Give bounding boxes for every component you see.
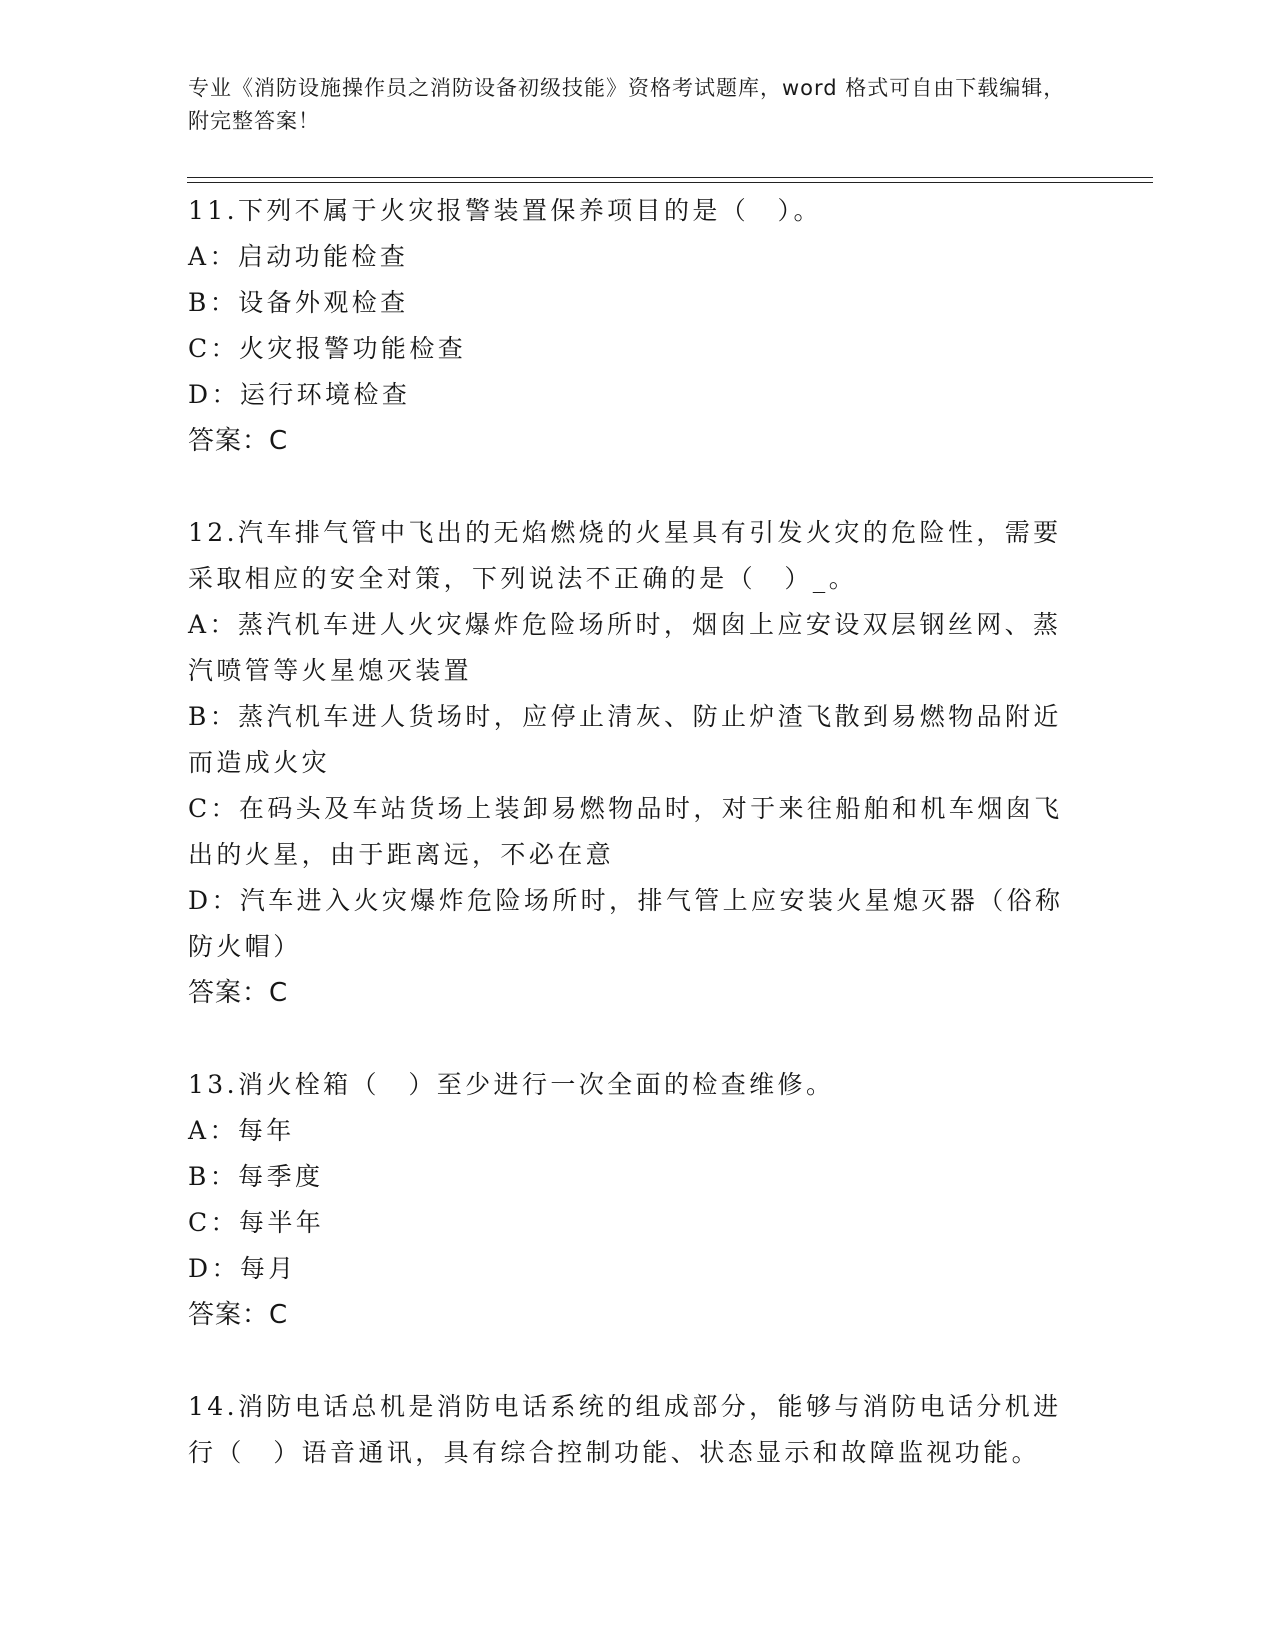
option-a: A：每年: [188, 1116, 295, 1145]
header-rule-bottom: [187, 182, 1153, 183]
option-b: B：蒸汽机车进人货场时，应停止清灰、防止炉渣飞散到易燃物品附近而造成火灾: [188, 702, 1062, 777]
option-b: B：每季度: [188, 1162, 324, 1191]
question-14: [188, 1384, 1088, 1476]
answer-line: 答案：C: [188, 978, 289, 1008]
header-rule-top: [187, 177, 1153, 178]
option-c: C：在码头及车站货场上装卸易燃物品时，对于来往船舶和机车烟囱飞出的火星，由于距离远，不必在意: [188, 794, 1063, 869]
question-stem: 13.消火栓箱（ ）至少进行一次全面的检查维修。: [188, 1070, 835, 1099]
option-d: D：汽车进入火灾爆炸危险场所时，排气管上应安装火星熄灭器（俗称防火帽）: [188, 886, 1064, 961]
answer-line: 答案：C: [188, 1300, 289, 1330]
option-a: A：蒸汽机车进人火灾爆炸危险场所时，烟囱上应安设双层钢丝网、蒸汽喷管等火星熄灭装置: [188, 610, 1062, 685]
question-11: [188, 188, 1088, 464]
answer-line: 答案：C: [188, 426, 289, 456]
option-b: B：设备外观检查: [188, 288, 409, 317]
option-d: D：运行环境检查: [188, 380, 411, 409]
question-stem: 14.消防电话总机是消防电话系统的组成部分，能够与消防电话分机进行（ ）语音通讯，具有综合控制功能、状态显示和故障监视功能。: [188, 1392, 1062, 1467]
question-12: [188, 510, 1088, 1016]
question-stem: 12.汽车排气管中飞出的无焰燃烧的火星具有引发火灾的危险性，需要采取相应的安全对策，下列说法不正确的是（ ）_。: [188, 518, 1062, 593]
header-text: 专业《消防设施操作员之消防设备初级技能》资格考试题库，word 格式可自由下载编辑，附完整答案！: [188, 76, 1066, 133]
question-list: [188, 188, 1088, 1522]
question-stem: 11.下列不属于火灾报警装置保养项目的是（ ）。: [188, 196, 822, 225]
option-c: C：火灾报警功能检查: [188, 334, 467, 363]
document-header: [188, 72, 1068, 138]
option-c: C：每半年: [188, 1208, 325, 1237]
question-13: [188, 1062, 1088, 1338]
option-d: D：每月: [188, 1254, 297, 1283]
option-a: A：启动功能检查: [188, 242, 409, 271]
